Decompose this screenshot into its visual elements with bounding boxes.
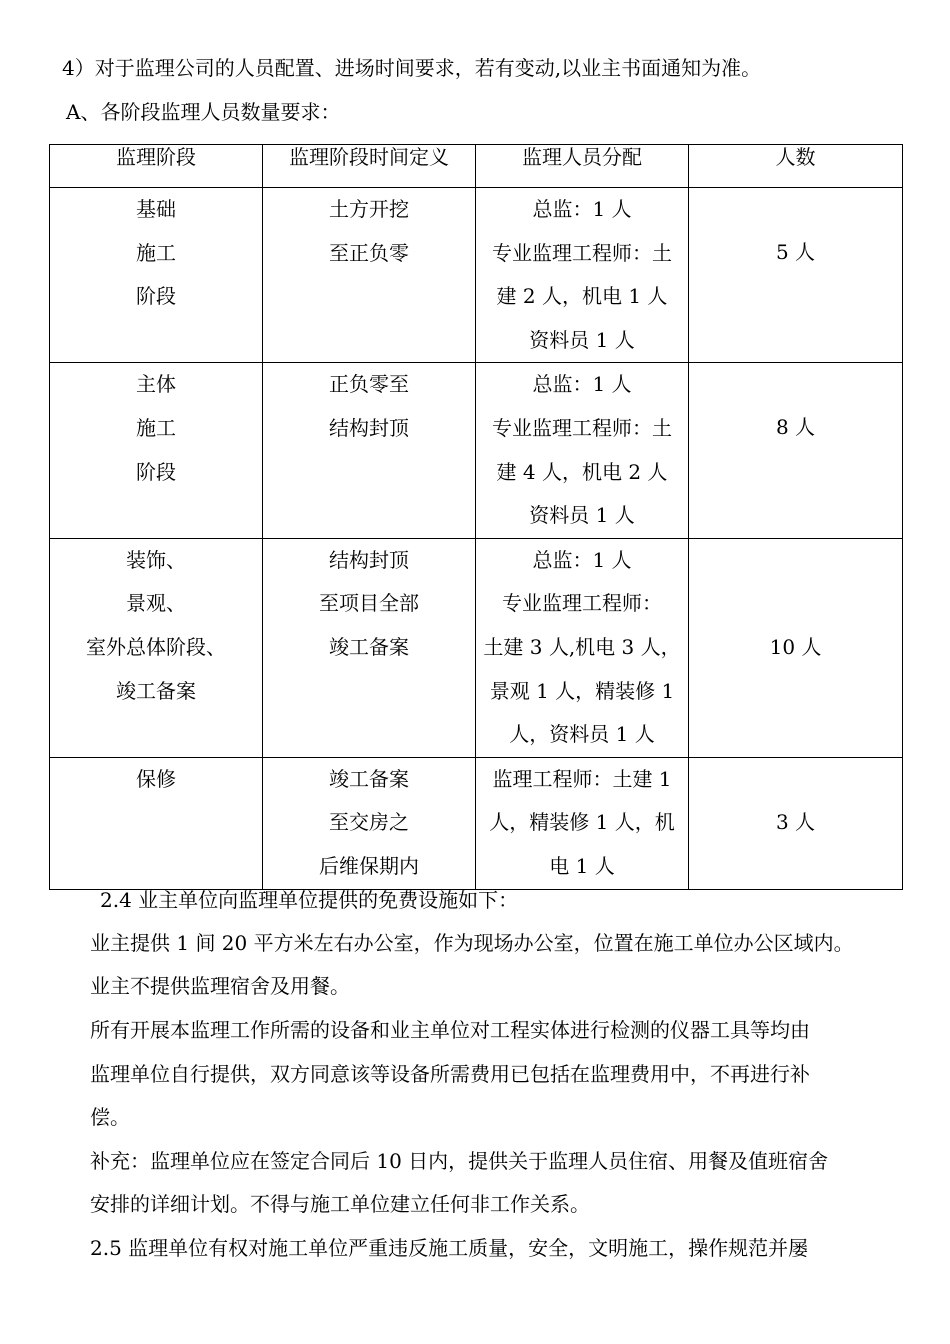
count-value: 3 人: [775, 809, 816, 834]
paragraph-office: 业主提供 1 间 20 平方米左右办公室，作为现场办公室，位置在施工单位办公区域内。: [90, 931, 854, 955]
cell-line: 人，精装修 1 人，机: [489, 810, 675, 835]
cell-line: 基础: [136, 197, 176, 221]
paragraph-supplement-line2: 安排的详细计划。不得与施工单位建立任何非工作关系。: [90, 1192, 590, 1216]
cell-line: 竣工备案: [329, 634, 409, 659]
section-2-5-line1: 2.5 监理单位有权对施工单位严重违反施工质量，安全，文明施工，操作规范并屡: [90, 1236, 809, 1260]
count-cell: [689, 188, 903, 363]
paragraph-equipment-line2: 监理单位自行提供，双方同意该等设备所需费用已包括在监理费用中，不再进行补: [90, 1062, 810, 1086]
cell-line: 监理工程师：土建 1: [492, 766, 672, 791]
cell-line: 阶段: [136, 459, 176, 484]
period-cell: [263, 363, 476, 538]
stage-cell: [50, 538, 263, 757]
cell-line: 人，资料员 1 人: [509, 722, 655, 747]
count-value: 5 人: [775, 240, 816, 264]
cell-line: 主体: [136, 372, 176, 397]
count-value: 10 人: [769, 634, 822, 659]
table-row: [50, 757, 903, 889]
count-value: 8 人: [775, 415, 816, 440]
cell-line: 后维保期内: [319, 853, 419, 878]
cell-line: 总监：1 人: [532, 372, 632, 397]
header-count: 人数: [689, 145, 903, 188]
paragraph-supplement-line1: 补充：监理单位应在签定合同后 10 日内，提供关于监理人员住宿、用餐及值班宿舍: [90, 1149, 829, 1173]
item-4-text: 4）对于监理公司的人员配置、进场时间要求，若有变动,以业主书面通知为准。: [62, 56, 762, 80]
cell-line: 施工: [136, 240, 176, 265]
cell-line: 装饰、: [126, 547, 186, 572]
stage-cell: [50, 757, 263, 889]
stage-cell: [50, 363, 263, 538]
cell-line: 专业监理工程师：土: [492, 415, 672, 440]
count-cell: [689, 363, 903, 538]
cell-line: 总监：1 人: [532, 197, 632, 221]
cell-line: 专业监理工程师：土: [492, 240, 672, 265]
cell-line: 竣工备案: [116, 678, 196, 703]
period-cell: [263, 757, 476, 889]
paragraph-equipment-line1: 所有开展本监理工作所需的设备和业主单位对工程实体进行检测的仪器工具等均由: [90, 1018, 810, 1042]
count-cell: [689, 757, 903, 889]
staff-cell: [476, 538, 689, 757]
cell-line: 专业监理工程师：: [502, 591, 662, 616]
cell-line: 建 2 人，机电 1 人: [496, 284, 668, 309]
table-row: [50, 188, 903, 363]
cell-line: 至交房之: [329, 810, 409, 835]
table-row: [50, 363, 903, 538]
cell-line: 至项目全部: [319, 591, 419, 616]
cell-line: 至正负零: [329, 240, 409, 265]
cell-line: 保修: [136, 766, 176, 791]
cell-line: 土方开挖: [329, 197, 409, 221]
paragraph-no-dorm: 业主不提供监理宿舍及用餐。: [90, 974, 350, 998]
cell-line: 土建 3 人,机电 3 人，: [483, 634, 681, 659]
table-row: [50, 538, 903, 757]
header-stage: 监理阶段: [50, 145, 263, 188]
staff-cell: [476, 363, 689, 538]
count-cell: [689, 538, 903, 757]
section-a-heading: A、各阶段监理人员数量要求：: [66, 100, 341, 124]
cell-line: 正负零至: [329, 372, 409, 397]
staff-cell: [476, 188, 689, 363]
cell-line: 竣工备案: [329, 766, 409, 791]
section-2-4-title: 2.4 业主单位向监理单位提供的免费设施如下：: [100, 888, 519, 912]
paragraph-equipment-line3: 偿。: [90, 1105, 130, 1129]
staffing-table: [49, 144, 903, 890]
header-staff: 监理人员分配: [476, 145, 689, 188]
cell-line: 室外总体阶段、: [86, 634, 226, 659]
cell-line: 施工: [136, 415, 176, 440]
cell-line: 资料员 1 人: [529, 327, 635, 352]
cell-line: 建 4 人，机电 2 人: [496, 459, 668, 484]
cell-line: 电 1 人: [549, 853, 615, 878]
stage-cell: [50, 188, 263, 363]
cell-line: 总监：1 人: [532, 547, 632, 572]
header-period: 监理阶段时间定义: [263, 145, 476, 188]
cell-line: 结构封顶: [329, 415, 409, 440]
cell-line: 结构封顶: [329, 547, 409, 572]
cell-line: 阶段: [136, 284, 176, 309]
table-header-row: [50, 145, 903, 188]
cell-line: 资料员 1 人: [529, 503, 635, 528]
staff-cell: [476, 757, 689, 889]
cell-line: 景观、: [126, 591, 186, 616]
period-cell: [263, 538, 476, 757]
cell-line: 景观 1 人，精装修 1: [489, 678, 675, 703]
period-cell: [263, 188, 476, 363]
